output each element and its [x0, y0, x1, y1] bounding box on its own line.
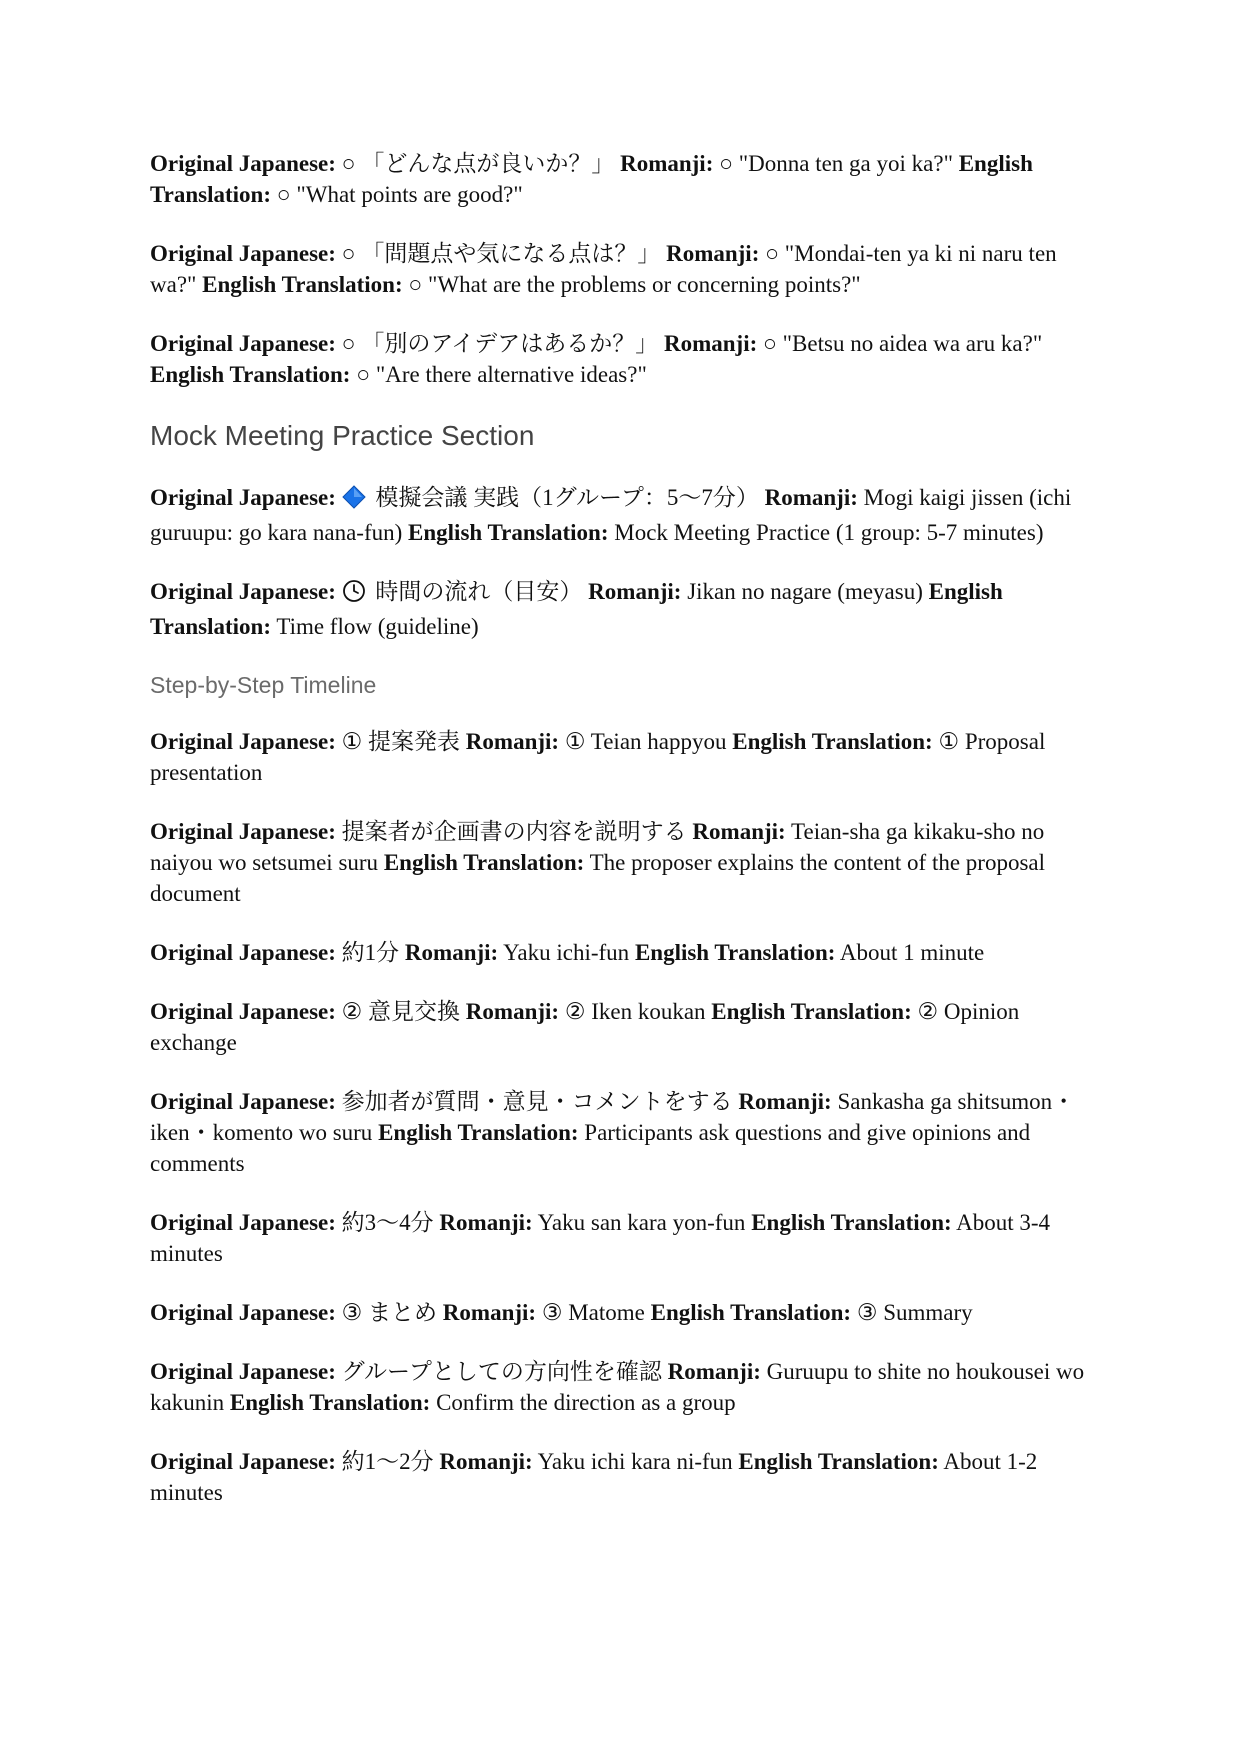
- document-page: [150, 148, 1090, 1536]
- label-japanese: Original Japanese:: [150, 1300, 336, 1325]
- japanese-text: ○ 「問題点や気になる点は？」: [341, 241, 661, 266]
- entry-6: [150, 726, 1090, 788]
- label-japanese: Original Japanese:: [150, 151, 336, 176]
- label-romanji: Romanji:: [465, 999, 560, 1024]
- subsection-heading: Step-by-Step Timeline: [150, 672, 377, 698]
- label-japanese: Original Japanese:: [150, 1449, 336, 1474]
- english-text: ○ "Are there alternative ideas?": [356, 362, 647, 387]
- label-english: English Translation:: [408, 520, 609, 545]
- japanese-text: ① 提案発表: [341, 729, 461, 754]
- english-text: ○ "What points are good?": [276, 182, 523, 207]
- romanji-text: ② Iken koukan: [564, 999, 706, 1024]
- label-english: English Translation:: [634, 940, 836, 965]
- japanese-text: 約1〜2分: [341, 1449, 434, 1474]
- label-romanji: Romanji:: [588, 579, 682, 604]
- entry-3: [150, 328, 1090, 390]
- japanese-text: ② 意見交換: [341, 999, 461, 1024]
- entry-12: [150, 1297, 1090, 1328]
- label-english: English Translation:: [150, 362, 351, 387]
- romanji-text: ○ "Donna ten ga yoi ka?": [719, 151, 953, 176]
- label-japanese: Original Japanese:: [150, 940, 336, 965]
- romanji-text: Guruupu to shite no houkousei wo kakunin: [150, 1359, 1085, 1415]
- japanese-text: ○ 「どんな点が良いか？」: [341, 151, 615, 176]
- label-english: English Translation:: [650, 1300, 852, 1325]
- label-english: English Translation:: [202, 272, 403, 297]
- romanji-text: Yaku ichi-fun: [503, 940, 630, 965]
- entry-1: [150, 148, 1090, 210]
- romanji-text: ○ "Betsu no aidea wa aru ka?": [763, 331, 1043, 356]
- label-english: English Translation:: [383, 850, 585, 875]
- clock-icon: [342, 579, 366, 611]
- label-romanji: Romanji:: [664, 331, 758, 356]
- label-japanese: Original Japanese:: [150, 1359, 336, 1384]
- label-romanji: Romanji:: [692, 819, 786, 844]
- label-english: English Translation:: [229, 1390, 431, 1415]
- label-romanji: Romanji:: [442, 1300, 537, 1325]
- romanji-text: ③ Matome: [541, 1300, 645, 1325]
- english-text: Mock Meeting Practice (1 group: 5-7 minutes): [614, 520, 1044, 545]
- entry-2: [150, 238, 1090, 300]
- english-text: ② Opinion exchange: [150, 999, 1020, 1055]
- entry-7: [150, 816, 1090, 909]
- label-english: English Translation:: [150, 579, 1003, 639]
- label-romanji: Romanji:: [404, 940, 499, 965]
- label-japanese: Original Japanese:: [150, 241, 336, 266]
- english-text: Participants ask questions and give opinions and comments: [150, 1120, 1031, 1176]
- label-english: English Translation:: [378, 1120, 579, 1145]
- entry-13: [150, 1356, 1090, 1418]
- label-romanji: Romanji:: [439, 1210, 533, 1235]
- label-japanese: Original Japanese:: [150, 1089, 336, 1114]
- label-english: English Translation:: [751, 1210, 952, 1235]
- japanese-text: 時間の流れ（目安）: [375, 579, 583, 604]
- label-romanji: Romanji:: [666, 241, 760, 266]
- english-text: About 3-4 minutes: [150, 1210, 1051, 1266]
- japanese-text: 提案者が企画書の内容を説明する: [341, 819, 687, 844]
- english-text: The proposer explains the content of the proposal document: [150, 850, 1046, 906]
- entry-8: [150, 937, 1090, 968]
- label-english: English Translation:: [738, 1449, 939, 1474]
- english-text: Time flow (guideline): [276, 614, 479, 639]
- japanese-text: 約3〜4分: [341, 1210, 434, 1235]
- english-text: ③ Summary: [856, 1300, 973, 1325]
- entry-5: [150, 576, 1090, 642]
- label-romanji: Romanji:: [439, 1449, 533, 1474]
- japanese-text: 模擬会議 実践（1グループ：5〜7分）: [375, 485, 759, 510]
- english-text: About 1 minute: [839, 940, 985, 965]
- japanese-text: 約1分: [341, 940, 400, 965]
- label-romanji: Romanji:: [738, 1089, 832, 1114]
- section-heading: Mock Meeting Practice Section: [150, 420, 535, 451]
- blue-diamond-icon: [342, 485, 366, 517]
- romanji-text: ○ "Mondai-ten ya ki ni naru ten wa?": [150, 241, 1057, 297]
- label-romanji: Romanji:: [667, 1359, 761, 1384]
- label-english: English Translation:: [150, 151, 1033, 207]
- entry-9: [150, 996, 1090, 1058]
- japanese-text: 参加者が質問・意見・コメントをする: [341, 1089, 733, 1114]
- label-romanji: Romanji:: [764, 485, 858, 510]
- japanese-text: グループとしての方向性を確認: [341, 1359, 662, 1384]
- label-english: English Translation:: [711, 999, 912, 1024]
- romanji-text: Mogi kaigi jissen (ichi guruupu: go kara nana-fun): [150, 485, 1072, 545]
- romanji-text: Yaku san kara yon-fun: [537, 1210, 746, 1235]
- english-text: Confirm the direction as a group: [436, 1390, 736, 1415]
- romanji-text: Jikan no nagare (meyasu): [687, 579, 923, 604]
- english-text: About 1-2 minutes: [150, 1449, 1038, 1505]
- entry-14: [150, 1446, 1090, 1508]
- english-text: ○ "What are the problems or concerning points?": [408, 272, 861, 297]
- romanji-text: Teian-sha ga kikaku-sho no naiyou wo setsumei suru: [150, 819, 1045, 875]
- japanese-text: ③ まとめ: [341, 1300, 438, 1325]
- label-japanese: Original Japanese:: [150, 819, 336, 844]
- romanji-text: Yaku ichi kara ni-fun: [537, 1449, 733, 1474]
- entry-4: [150, 482, 1090, 548]
- label-japanese: Original Japanese:: [150, 331, 336, 356]
- label-japanese: Original Japanese:: [150, 1210, 336, 1235]
- entry-10: [150, 1086, 1090, 1179]
- label-romanji: Romanji:: [620, 151, 714, 176]
- label-japanese: Original Japanese:: [150, 579, 336, 604]
- japanese-text: ○ 「別のアイデアはあるか？」: [341, 331, 659, 356]
- label-japanese: Original Japanese:: [150, 485, 336, 510]
- english-text: ① Proposal presentation: [150, 729, 1046, 785]
- romanji-text: Sankasha ga shitsumon・iken・komento wo suru: [150, 1089, 1076, 1145]
- label-japanese: Original Japanese:: [150, 729, 336, 754]
- label-romanji: Romanji:: [465, 729, 560, 754]
- romanji-text: ① Teian happyou: [564, 729, 727, 754]
- entry-11: [150, 1207, 1090, 1269]
- label-english: English Translation:: [732, 729, 933, 754]
- label-japanese: Original Japanese:: [150, 999, 336, 1024]
